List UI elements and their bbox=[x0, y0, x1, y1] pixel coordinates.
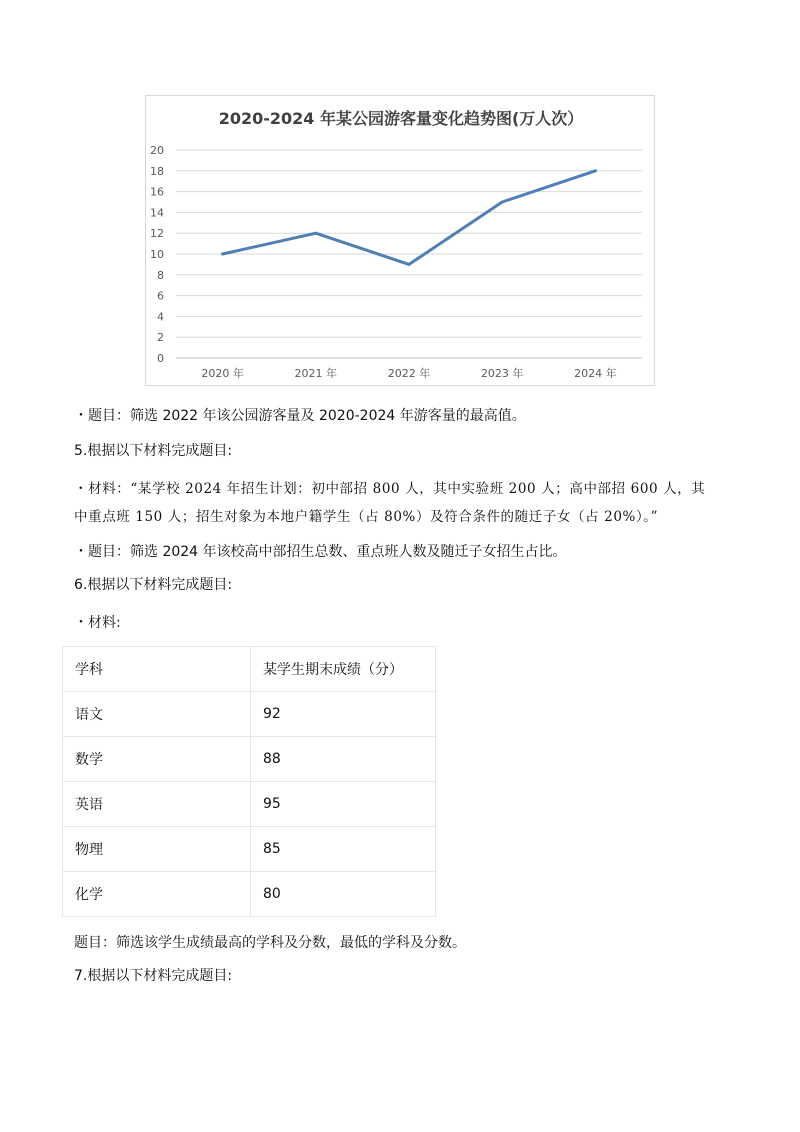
chart-title: 2020-2024 年某公园游客量变化趋势图(万人次） bbox=[218, 109, 584, 128]
score-cell: 95 bbox=[251, 782, 436, 827]
header-score: 某学生期末成绩（分） bbox=[251, 647, 436, 692]
data-point bbox=[594, 169, 597, 172]
data-point bbox=[408, 263, 411, 266]
y-tick-label: 16 bbox=[150, 185, 164, 199]
subject-cell: 英语 bbox=[63, 782, 251, 827]
data-point bbox=[314, 232, 317, 235]
table-row bbox=[63, 872, 436, 917]
x-tick-label: 2023 年 bbox=[480, 367, 524, 380]
y-tick-label: 12 bbox=[150, 227, 164, 241]
table-row bbox=[63, 692, 436, 737]
subject-cell: 数学 bbox=[63, 737, 251, 782]
series-line bbox=[223, 171, 596, 265]
q5-material-line1: ・材料：“某学校 2024 年招生计划：初中部招 800 人，其中实验班 200 人；高中部招 600 人，其 bbox=[74, 481, 706, 497]
y-tick-label: 6 bbox=[157, 289, 164, 303]
q7-heading: 7.根据以下材料完成题目: bbox=[74, 968, 233, 984]
x-tick-label: 2022 年 bbox=[387, 367, 431, 380]
data-point bbox=[501, 201, 504, 204]
y-tick-label: 4 bbox=[157, 310, 164, 324]
q6-prompt: 题目：筛选该学生成绩最高的学科及分数，最低的学科及分数。 bbox=[74, 935, 466, 951]
subject-cell: 物理 bbox=[63, 827, 251, 872]
score-cell: 85 bbox=[251, 827, 436, 872]
y-tick-label: 2 bbox=[157, 331, 164, 345]
q5-heading: 5.根据以下材料完成题目: bbox=[74, 443, 233, 459]
q5-material-line2: 中重点班 150 人；招生对象为本地户籍学生（占 80%）及符合条件的随迁子女（占 20%）。” bbox=[74, 509, 659, 525]
line-chart bbox=[145, 95, 655, 386]
table-header-row bbox=[63, 647, 436, 692]
y-tick-label: 8 bbox=[157, 268, 164, 282]
table-row bbox=[63, 827, 436, 872]
y-tick-label: 0 bbox=[157, 352, 164, 365]
x-tick-label: 2021 年 bbox=[294, 367, 338, 380]
score-cell: 80 bbox=[251, 872, 436, 917]
q6-material-label: ・材料: bbox=[74, 615, 121, 631]
subject-cell: 化学 bbox=[63, 872, 251, 917]
y-tick-label: 10 bbox=[150, 248, 164, 261]
subject-cell: 语文 bbox=[63, 692, 251, 737]
header-subject: 学科 bbox=[63, 647, 251, 692]
x-tick-label: 2020 年 bbox=[201, 367, 244, 380]
q4-prompt: ・题目：筛选 2022 年该公园游客量及 2020-2024 年游客量的最高值。 bbox=[74, 408, 526, 424]
y-tick-label: 20 bbox=[150, 144, 164, 157]
y-tick-label: 18 bbox=[150, 164, 164, 178]
chart-svg bbox=[146, 96, 656, 387]
table-row bbox=[63, 737, 436, 782]
score-cell: 92 bbox=[251, 692, 436, 737]
q5-prompt: ・题目：筛选 2024 年该校高中部招生总数、重点班人数及随迁子女招生占比。 bbox=[74, 544, 567, 560]
data-point bbox=[221, 253, 224, 256]
table-row bbox=[63, 782, 436, 827]
x-tick-label: 2024 年 bbox=[574, 367, 617, 380]
q6-heading: 6.根据以下材料完成题目: bbox=[74, 577, 233, 593]
score-cell: 88 bbox=[251, 737, 436, 782]
y-tick-label: 14 bbox=[150, 206, 164, 220]
score-table bbox=[62, 646, 436, 917]
